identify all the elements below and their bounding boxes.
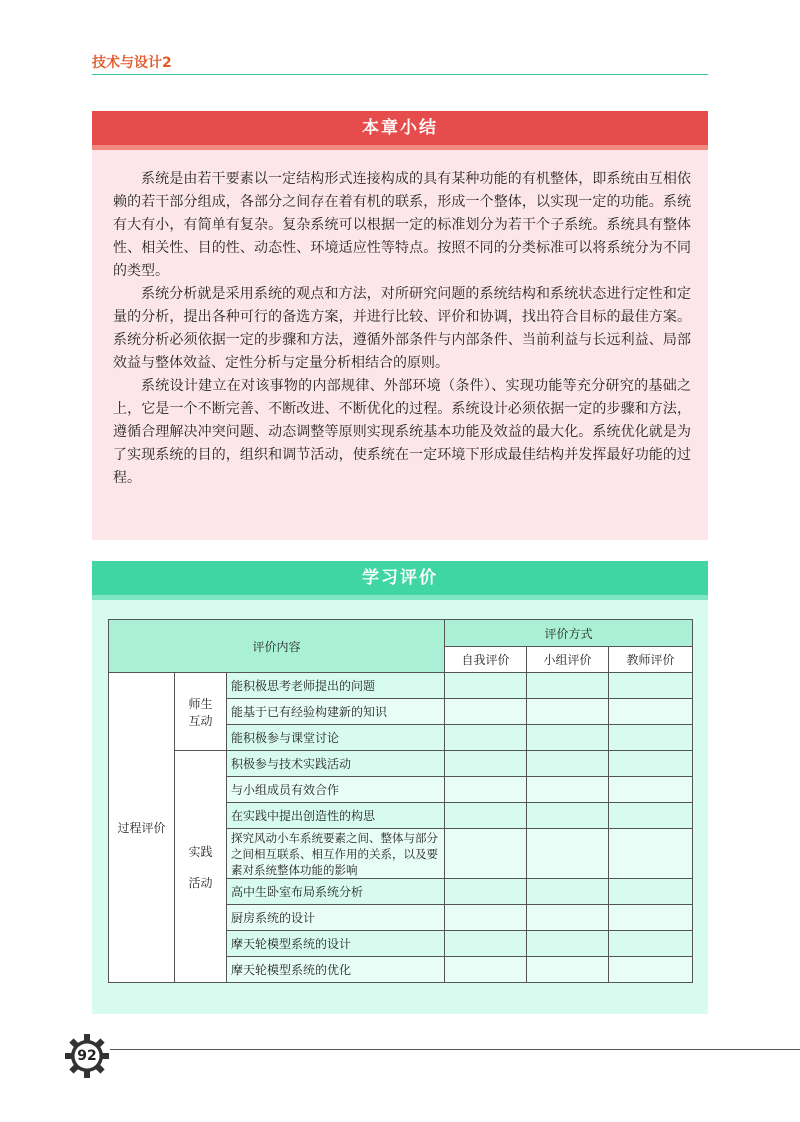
teacher-eval-cell[interactable] bbox=[609, 673, 693, 699]
table-row: 能积极思考老师提出的问题 bbox=[227, 673, 445, 699]
group-eval-cell[interactable] bbox=[527, 699, 609, 725]
table-row: 高中生卧室布局系统分析 bbox=[227, 879, 445, 905]
header-self-eval: 自我评价 bbox=[445, 647, 527, 673]
self-eval-cell[interactable] bbox=[445, 931, 527, 957]
teacher-eval-cell[interactable] bbox=[609, 803, 693, 829]
header-content: 评价内容 bbox=[109, 620, 445, 673]
teacher-eval-cell[interactable] bbox=[609, 957, 693, 983]
group-eval-cell[interactable] bbox=[527, 673, 609, 699]
self-eval-cell[interactable] bbox=[445, 777, 527, 803]
table-row: 积极参与技术实践活动 bbox=[227, 751, 445, 777]
group-eval-cell[interactable] bbox=[527, 751, 609, 777]
summary-paragraph: 系统设计建立在对该事物的内部规律、外部环境（条件）、实现功能等充分研究的基础之上，它是一个不断完善、不断改进、不断优化的过程。系统设计必须依据一定的步骤和方法，遵循合理解决冲突问题、动态调整等原则实现系统基本功能及效益的最大化。系统优化就是为了实现系统的目的，组织和调节活动，使系统在一定环境下形成最佳结构并发挥最好功能的过程。 bbox=[113, 378, 691, 486]
group-eval-cell[interactable] bbox=[527, 931, 609, 957]
group-eval-cell[interactable] bbox=[527, 777, 609, 803]
header-group-eval: 小组评价 bbox=[527, 647, 609, 673]
category-process: 过程评价 bbox=[109, 673, 175, 983]
header-teacher-eval: 教师评价 bbox=[609, 647, 693, 673]
group-eval-cell[interactable] bbox=[527, 803, 609, 829]
group-eval-cell[interactable] bbox=[527, 725, 609, 751]
summary-paragraph: 系统分析就是采用系统的观点和方法，对所研究问题的系统结构和系统状态进行定性和定量的分析，提出各种可行的备选方案，并进行比较、评价和协调，找出符合目标的最佳方案。系统分析必须依据一定的步骤和方法，遵循外部条件与内部条件、当前利益与长远利益、局部效益与整体效益、定性分析与定量分析相结合的原则。 bbox=[113, 286, 691, 371]
table-row: 在实践中提出创造性的构思 bbox=[227, 803, 445, 829]
self-eval-cell[interactable] bbox=[445, 879, 527, 905]
group-eval-cell[interactable] bbox=[527, 957, 609, 983]
group-label: 实践 bbox=[188, 844, 213, 859]
summary-title: 本章小结 bbox=[92, 111, 708, 145]
table-row: 能积极参与课堂讨论 bbox=[227, 725, 445, 751]
table-row: 厨房系统的设计 bbox=[227, 905, 445, 931]
teacher-eval-cell[interactable] bbox=[609, 829, 693, 879]
group-eval-cell[interactable] bbox=[527, 905, 609, 931]
group-label: 活动 bbox=[188, 875, 213, 890]
teacher-eval-cell[interactable] bbox=[609, 879, 693, 905]
group-eval-cell[interactable] bbox=[527, 879, 609, 905]
header-method: 评价方式 bbox=[445, 620, 693, 647]
table-row: 探究风动小车系统要素之间、整体与部分之间相互联系、相互作用的关系，以及要素对系统整体功能的影响 bbox=[227, 829, 445, 879]
teacher-eval-cell[interactable] bbox=[609, 905, 693, 931]
table-row: 摩天轮模型系统的优化 bbox=[227, 957, 445, 983]
self-eval-cell[interactable] bbox=[445, 829, 527, 879]
summary-text bbox=[113, 168, 691, 490]
self-eval-cell[interactable] bbox=[445, 803, 527, 829]
table-row: 摩天轮模型系统的设计 bbox=[227, 931, 445, 957]
evaluation-title: 学习评价 bbox=[92, 561, 708, 595]
teacher-eval-cell[interactable] bbox=[609, 725, 693, 751]
table-row: 能基于已有经验构建新的知识 bbox=[227, 699, 445, 725]
self-eval-cell[interactable] bbox=[445, 699, 527, 725]
evaluation-table bbox=[108, 619, 693, 983]
summary-paragraph: 系统是由若干要素以一定结构形式连接构成的具有某种功能的有机整体，即系统由互相依赖的若干部分组成，各部分之间存在着有机的联系，形成一个整体，以实现一定的功能。系统有大有小，有简单有复杂。复杂系统可以根据一定的标准划分为若干个子系统。系统具有整体性、相关性、目的性、动态性、环境适应性等特点。按照不同的分类标准可以将系统分为不同的类型。 bbox=[113, 171, 691, 279]
self-eval-cell[interactable] bbox=[445, 905, 527, 931]
footer-divider bbox=[110, 1049, 800, 1050]
teacher-eval-cell[interactable] bbox=[609, 699, 693, 725]
self-eval-cell[interactable] bbox=[445, 957, 527, 983]
group-label: 师生 bbox=[188, 696, 213, 711]
page-number: 92 bbox=[77, 1048, 97, 1064]
group-interaction bbox=[175, 673, 227, 751]
group-practice bbox=[175, 751, 227, 983]
table-row: 与小组成员有效合作 bbox=[227, 777, 445, 803]
group-label: 互动 bbox=[188, 713, 213, 728]
self-eval-cell[interactable] bbox=[445, 673, 527, 699]
self-eval-cell[interactable] bbox=[445, 725, 527, 751]
teacher-eval-cell[interactable] bbox=[609, 751, 693, 777]
teacher-eval-cell[interactable] bbox=[609, 777, 693, 803]
self-eval-cell[interactable] bbox=[445, 751, 527, 777]
teacher-eval-cell[interactable] bbox=[609, 931, 693, 957]
group-eval-cell[interactable] bbox=[527, 829, 609, 879]
book-title: 技术与设计2 bbox=[92, 55, 172, 71]
header-divider bbox=[92, 74, 708, 75]
